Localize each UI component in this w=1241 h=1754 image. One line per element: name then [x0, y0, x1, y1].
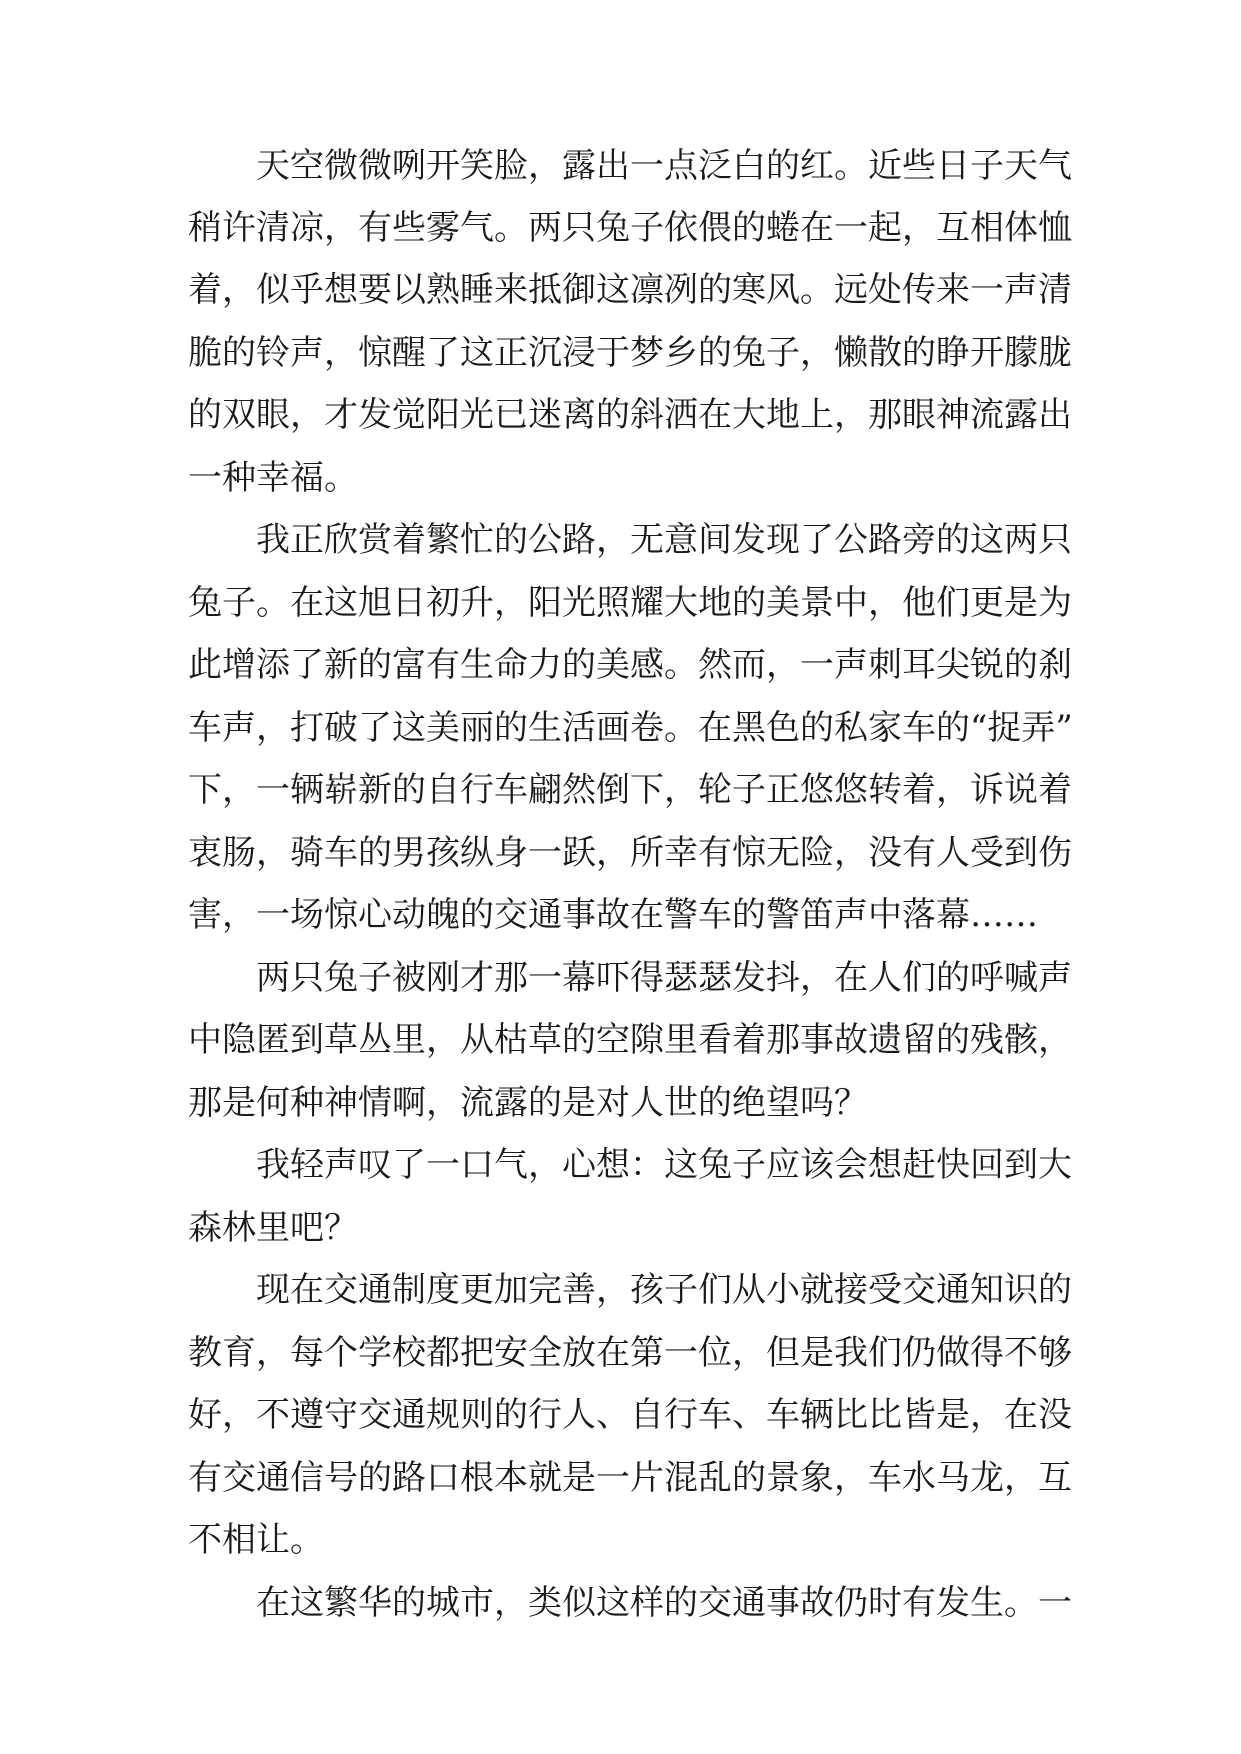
- text-line: 着，似乎想要以熟睡来抵御这凛冽的寒风。远处传来一声清: [188, 270, 1072, 310]
- text-line: 那是何种神情啊，流露的是对人世的绝望吗？: [188, 1083, 868, 1123]
- text-line: 不相让。: [188, 1520, 324, 1560]
- text-line: 天空微微咧开笑脸，露出一点泛白的红。近些日子天气: [256, 146, 1072, 186]
- text-line: 中隐匿到草丛里，从枯草的空隙里看着那事故遗留的残骸，: [188, 1020, 1072, 1060]
- text-line: 在这繁华的城市，类似这样的交通事故仍时有发生。一: [256, 1583, 1072, 1623]
- text-line: 此增添了新的富有生命力的美感。然而，一声刺耳尖锐的刹: [188, 645, 1072, 685]
- text-line: 下，一辆崭新的自行车翩然倒下，轮子正悠悠转着，诉说着: [188, 770, 1072, 810]
- text-line: 好，不遵守交通规则的行人、自行车、车辆比比皆是，在没: [188, 1395, 1072, 1435]
- text-line: 稍许清凉，有些雾气。两只兔子依偎的蜷在一起，互相体恤: [188, 208, 1072, 248]
- text-line: 害，一场惊心动魄的交通事故在警车的警笛声中落幕……: [188, 895, 1038, 935]
- text-line: 我正欣赏着繁忙的公路，无意间发现了公路旁的这两只: [256, 520, 1072, 560]
- text-line: 我轻声叹了一口气，心想：这兔子应该会想赶快回到大: [256, 1145, 1072, 1185]
- text-line: 车声，打破了这美丽的生活画卷。在黑色的私家车的“捉弄”: [188, 708, 1073, 748]
- text-line: 有交通信号的路口根本就是一片混乱的景象，车水马龙，互: [188, 1458, 1072, 1498]
- text-line: 现在交通制度更加完善，孩子们从小就接受交通知识的: [256, 1270, 1072, 1310]
- text-line: 一种幸福。: [188, 458, 358, 498]
- text-line: 的双眼，才发觉阳光已迷离的斜洒在大地上，那眼神流露出: [188, 395, 1072, 435]
- text-line: 兔子。在这旭日初升，阳光照耀大地的美景中，他们更是为: [188, 583, 1072, 623]
- text-line: 两只兔子被刚才那一幕吓得瑟瑟发抖，在人们的呼喊声: [256, 958, 1072, 998]
- text-line: 教育，每个学校都把安全放在第一位，但是我们仍做得不够: [188, 1333, 1072, 1373]
- text-line: 森林里吧？: [188, 1208, 358, 1248]
- text-line: 衷肠，骑车的男孩纵身一跃，所幸有惊无险，没有人受到伤: [188, 833, 1072, 873]
- text-line: 脆的铃声，惊醒了这正沉浸于梦乡的兔子，懒散的睁开朦胧: [188, 333, 1072, 373]
